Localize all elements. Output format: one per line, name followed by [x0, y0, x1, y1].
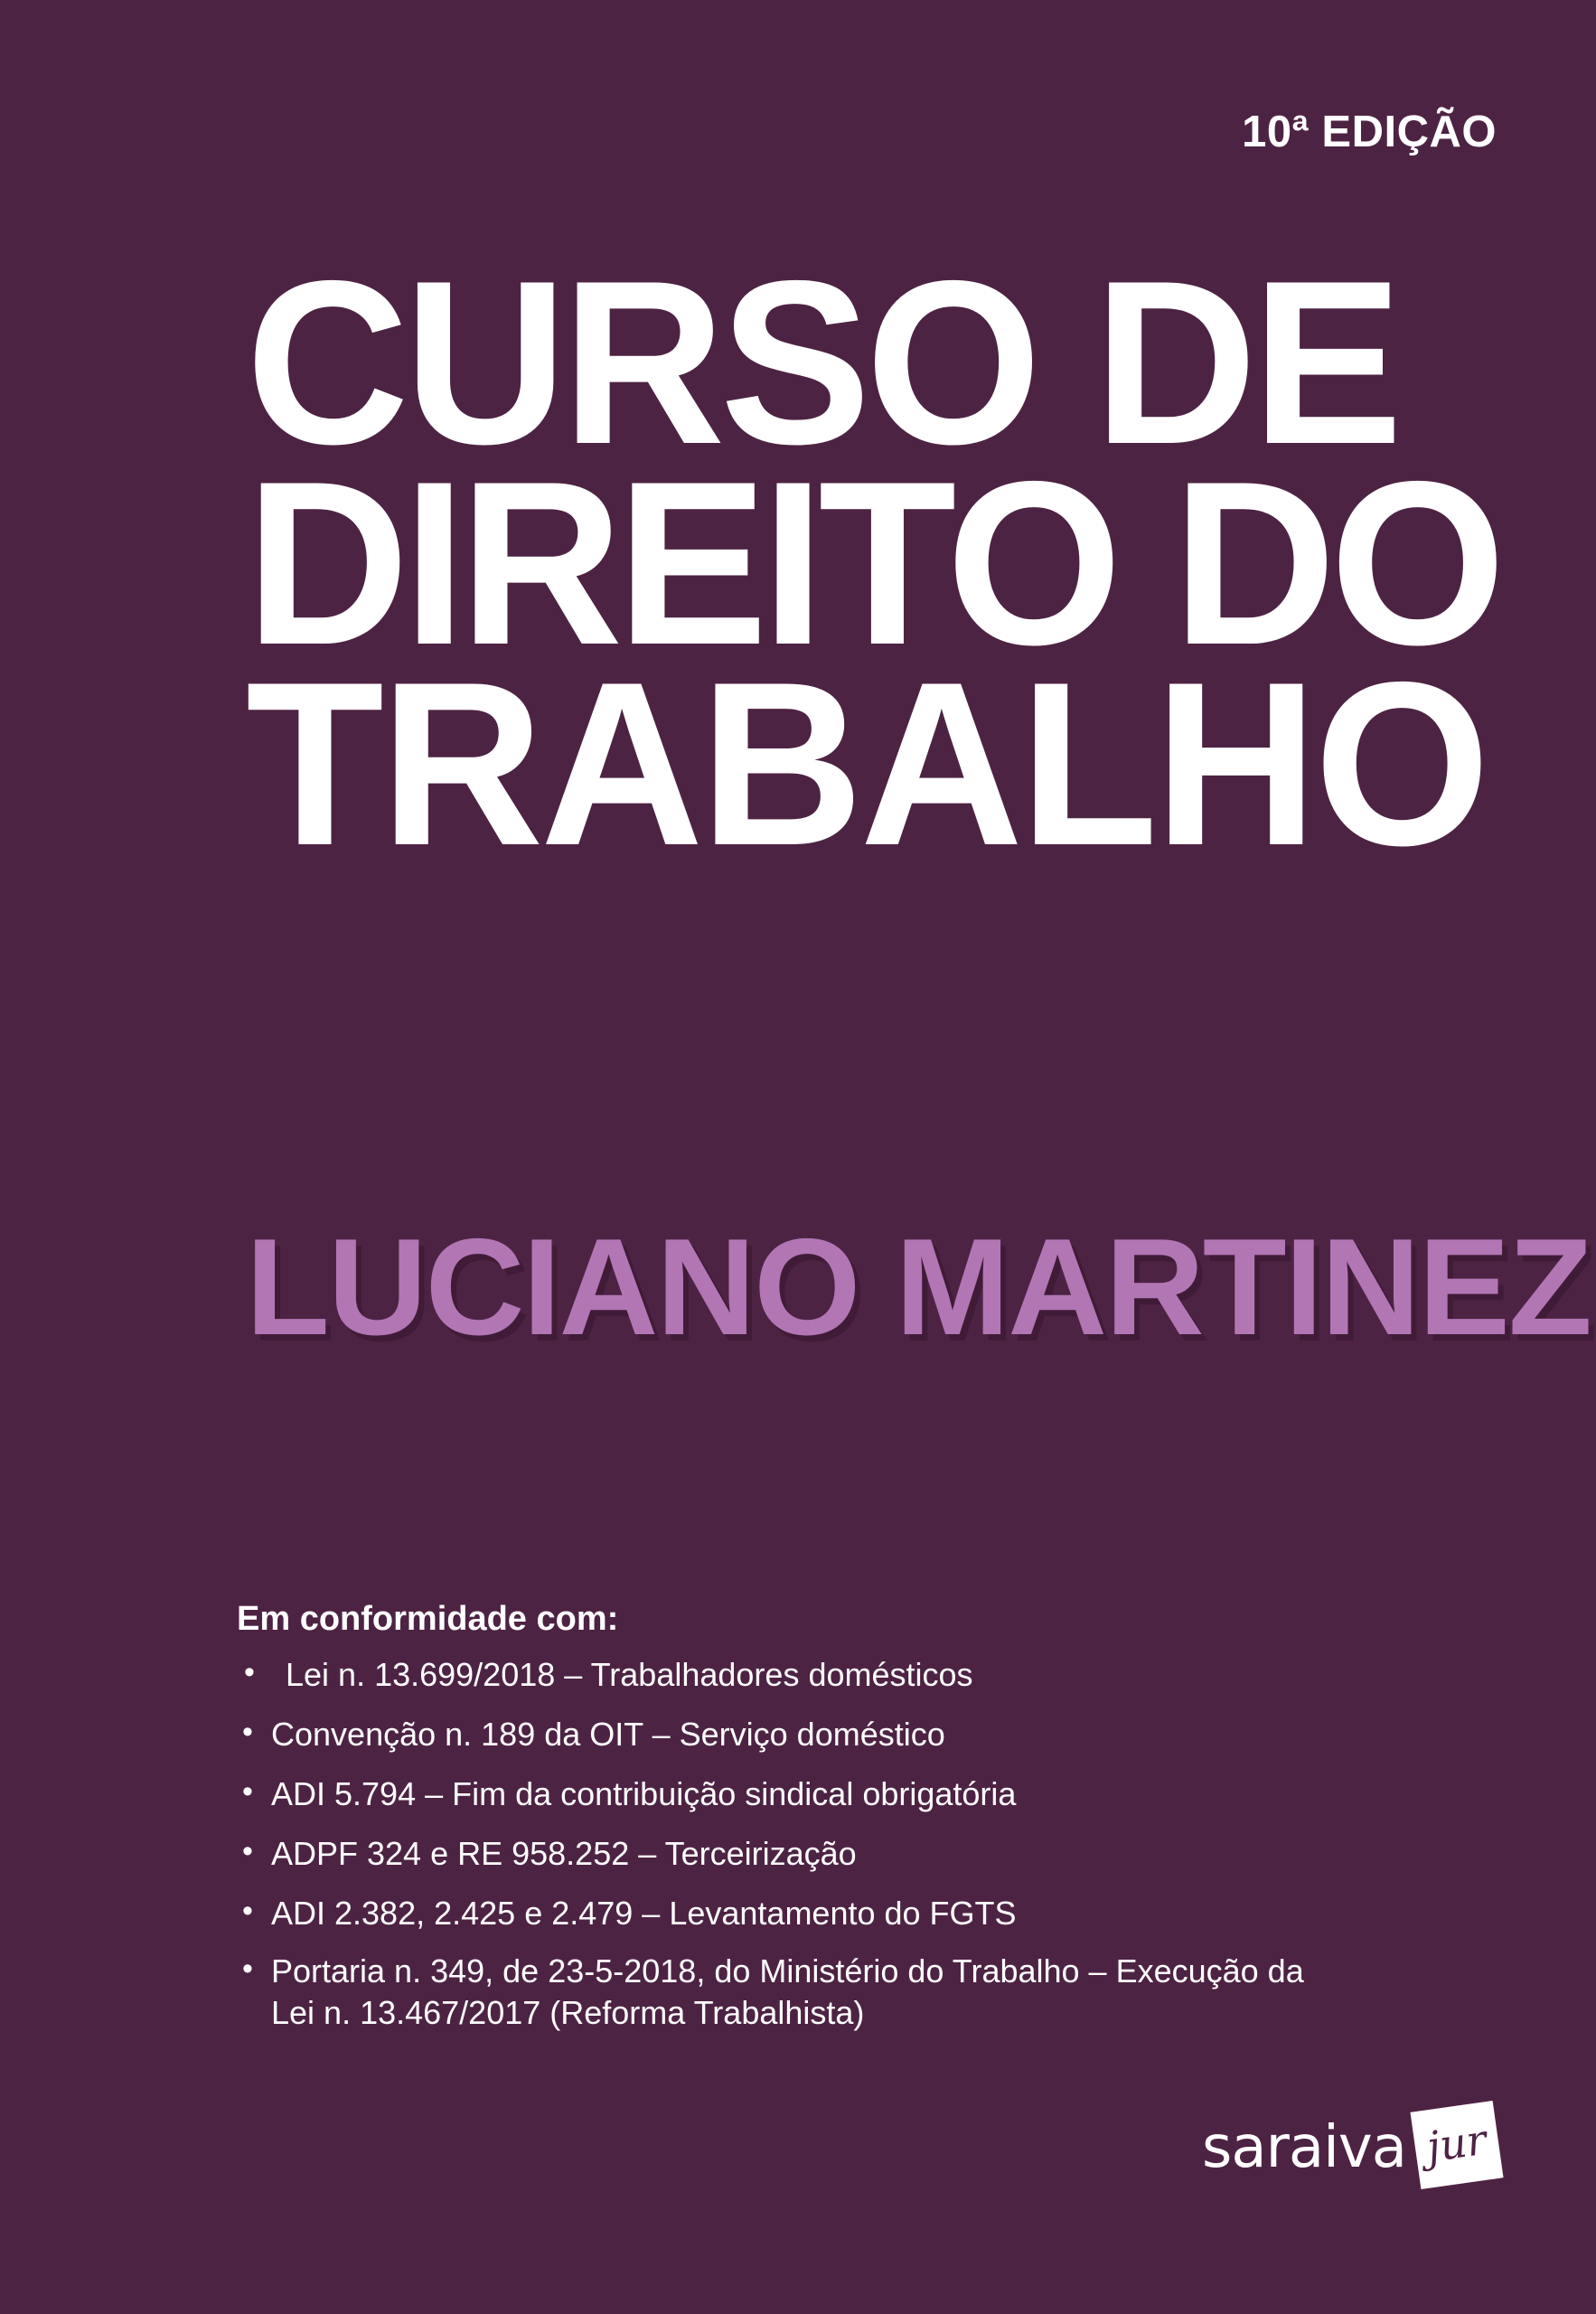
edition-label: 10ª EDIÇÃO [1242, 108, 1497, 156]
publisher-badge [1410, 2101, 1503, 2189]
list-item: • ADPF 324 e RE 958.252 – Terceirização [237, 1832, 1319, 1876]
compliance-list [237, 1653, 1412, 2035]
compliance-heading: Em conformidade com: [237, 1600, 619, 1638]
title-line-3: TRABALHO [246, 632, 1488, 894]
list-item: • Lei n. 13.699/2018 – Trabalhadores domésticos [237, 1653, 1334, 1697]
publisher-logo [1202, 2106, 1498, 2181]
title-line-2: DIREITO DO [246, 431, 1500, 693]
title-line-1: CURSO DE [246, 231, 1398, 493]
publisher-badge-label: jur [1423, 2114, 1490, 2172]
list-item: • Convenção n. 189 da OIT – Serviço doméstico [237, 1713, 1319, 1756]
list-item: • ADI 5.794 – Fim da contribuição sindical obrigatória [237, 1773, 1319, 1816]
compliance-section [237, 1600, 1412, 2051]
book-title [246, 231, 1500, 894]
publisher-name: saraiva [1202, 2114, 1406, 2181]
list-item: • Portaria n. 349, de 23-5-2018, do Ministério do Trabalho – Execução da Lei n. 13.467/2017 (Reforma Trabalhista) [237, 1951, 1319, 2034]
author-name: LUCIANO MARTINEZ [246, 1210, 1591, 1364]
list-item: • ADI 2.382, 2.425 e 2.479 – Levantamento do FGTS [237, 1892, 1319, 1935]
